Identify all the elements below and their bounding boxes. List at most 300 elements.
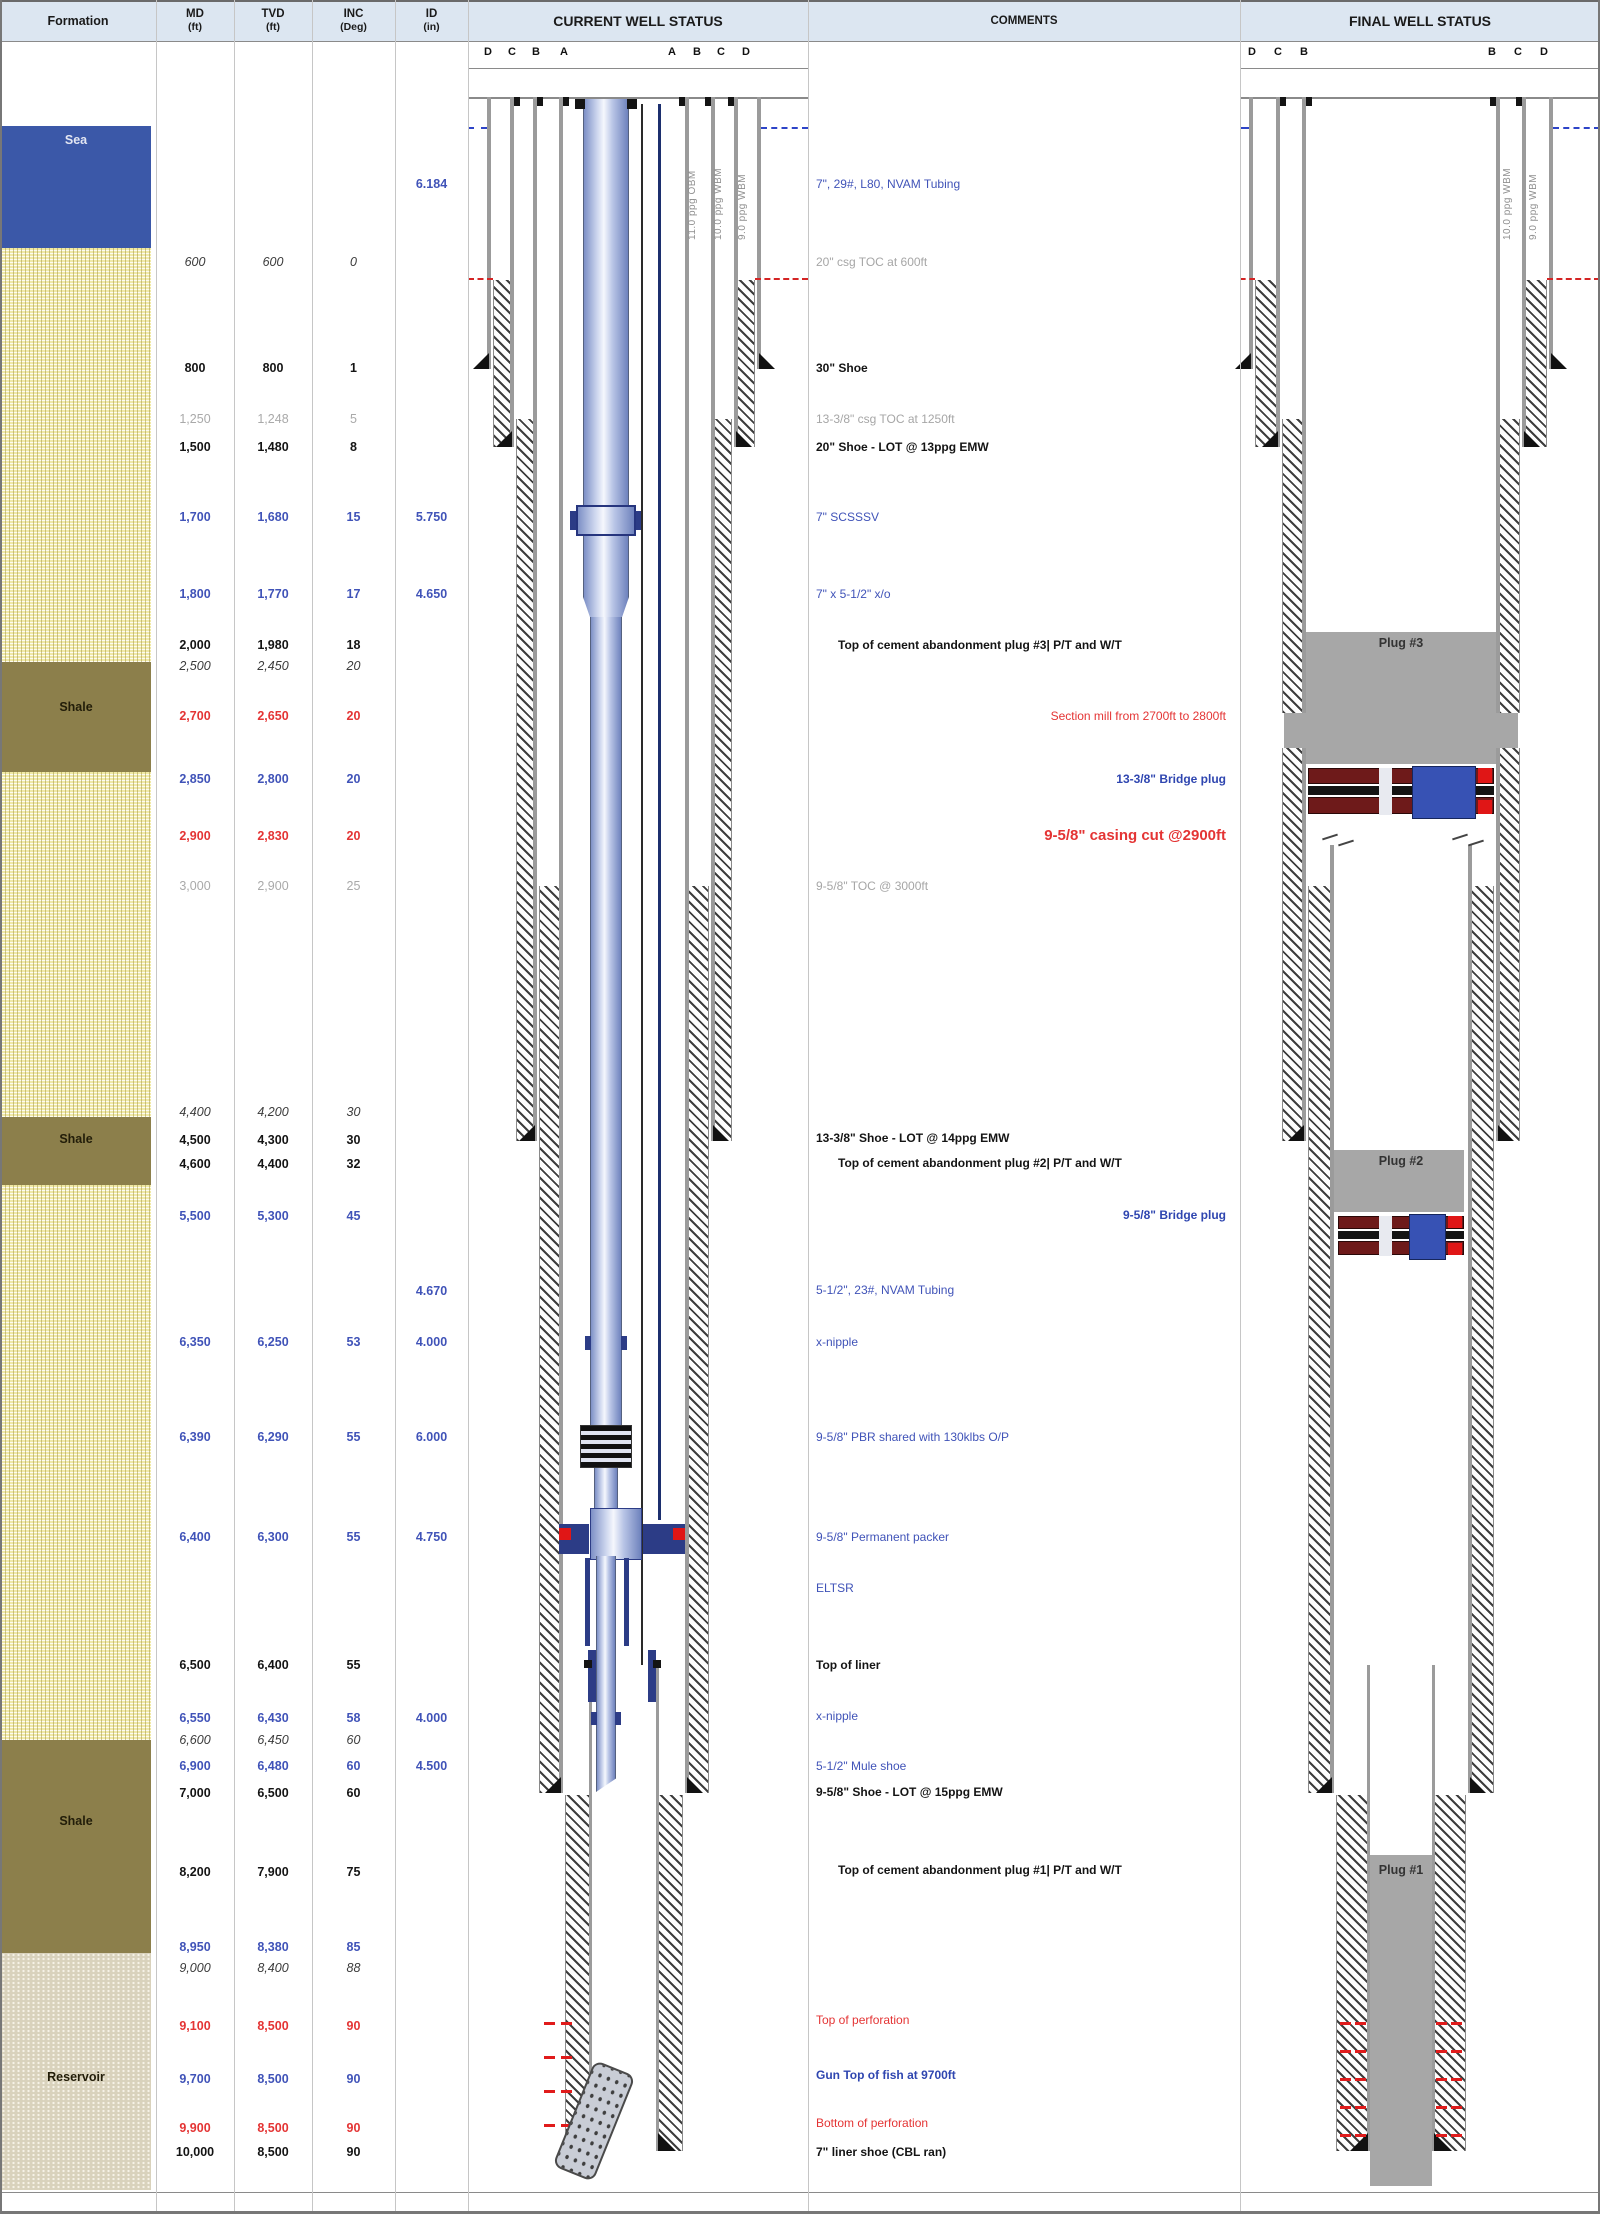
sea-level-line bbox=[761, 127, 808, 129]
tvd-value: 6,400 bbox=[257, 1658, 289, 1672]
perforation-marks bbox=[1355, 2078, 1366, 2081]
cement-plug-3 bbox=[1306, 748, 1496, 764]
perforation-marks bbox=[1340, 2134, 1351, 2137]
annulus-letter-current-right: B bbox=[693, 46, 701, 58]
casing-hanger-tick bbox=[1516, 97, 1522, 106]
casing-13-3-8in-right bbox=[1496, 748, 1500, 1141]
perforation-marks bbox=[544, 2056, 555, 2059]
comment-text: 5-1/2", 23#, NVAM Tubing bbox=[816, 1283, 955, 1297]
x-nipple-mark bbox=[621, 1336, 627, 1350]
comment-text: 20" Shoe - LOT @ 13ppg EMW bbox=[816, 440, 989, 454]
comment-text: 13-3/8" csg TOC at 1250ft bbox=[816, 412, 955, 426]
tvd-value: 8,500 bbox=[257, 2072, 289, 2086]
formation-label: Reservoir bbox=[47, 2070, 105, 2084]
perforation-marks bbox=[1355, 2022, 1366, 2025]
toc-600-line bbox=[468, 278, 493, 280]
inc-value: 17 bbox=[346, 587, 361, 601]
comment-text: 30" Shoe bbox=[816, 361, 868, 375]
md-value: 9,900 bbox=[179, 2121, 211, 2135]
tubing-5-1-2in bbox=[590, 617, 622, 1425]
md-value: 4,500 bbox=[179, 1133, 211, 1147]
tvd-value: 600 bbox=[262, 255, 284, 269]
liner-hanger bbox=[588, 1650, 596, 1702]
casing-13-3-8in-left bbox=[1302, 97, 1306, 713]
annulus-letter-current-right: C bbox=[717, 46, 725, 58]
inc-value: 90 bbox=[346, 2019, 361, 2033]
comment-text: Top of liner bbox=[816, 1658, 881, 1672]
final-well-status-title: FINAL WELL STATUS bbox=[1348, 12, 1492, 29]
casing-cut-break bbox=[1452, 834, 1468, 841]
md-value: 6,390 bbox=[179, 1430, 211, 1444]
mud-weight-label: 10.0 ppg WBM bbox=[713, 167, 724, 240]
tvd-value: 6,500 bbox=[257, 1786, 289, 1800]
md-value: 6,550 bbox=[179, 1711, 211, 1725]
bridge-plug-blue bbox=[1412, 766, 1476, 819]
md-value: 6,600 bbox=[179, 1733, 211, 1747]
cement-plug-3-milled bbox=[1284, 713, 1518, 748]
perforation-marks bbox=[1436, 2022, 1447, 2025]
comment-text: 9-5/8" Shoe - LOT @ 15ppg EMW bbox=[816, 1785, 1003, 1799]
annulus-letter-current-right: A bbox=[668, 46, 676, 58]
mud-weight-label: 11.0 ppg OBM bbox=[687, 170, 698, 240]
perforation-marks bbox=[1355, 2106, 1366, 2109]
inc-value: 90 bbox=[346, 2145, 361, 2159]
formation-header-label: Formation bbox=[47, 13, 109, 28]
sea-level-line bbox=[468, 127, 487, 129]
perforation-marks bbox=[1355, 2050, 1366, 2053]
liner-top-tick bbox=[653, 1660, 661, 1668]
md-value: 2,900 bbox=[179, 829, 211, 843]
id-value: 4.750 bbox=[415, 1530, 448, 1544]
comment-text: 9-5/8" Bridge plug bbox=[1122, 1208, 1226, 1222]
tail-pipe bbox=[596, 1556, 616, 1762]
column-header-tvd bbox=[234, 0, 312, 42]
bridge-plug-slot bbox=[1379, 1216, 1392, 1256]
md-value: 8,200 bbox=[179, 1865, 211, 1879]
tvd-value: 4,300 bbox=[257, 1133, 289, 1147]
formation-label: Sea bbox=[64, 133, 88, 147]
perforation-marks bbox=[1355, 2134, 1366, 2137]
perforation-marks bbox=[1436, 2078, 1447, 2081]
cement-hatch bbox=[1470, 886, 1494, 1793]
cement-hatch bbox=[1282, 419, 1304, 713]
tvd-value: 8,400 bbox=[257, 1961, 289, 1975]
column-separator bbox=[1240, 0, 1241, 2214]
comment-text: Top of cement abandonment plug #2| P/T and W/T bbox=[838, 1156, 1122, 1170]
md-value: 5,500 bbox=[179, 1209, 211, 1223]
comment-text: Top of cement abandonment plug #3| P/T and W/T bbox=[838, 638, 1122, 652]
casing-hanger-tick bbox=[537, 97, 543, 106]
id-value: 5.750 bbox=[415, 510, 448, 524]
tvd-value: 6,450 bbox=[257, 1733, 289, 1747]
casing-20in-left bbox=[510, 97, 514, 447]
md-value: 6,400 bbox=[179, 1530, 211, 1544]
tvd-value: 4,200 bbox=[257, 1105, 289, 1119]
annulus-letter-final-right: D bbox=[1540, 46, 1548, 58]
perforation-marks bbox=[1451, 2106, 1462, 2109]
conductor-30in-right bbox=[757, 97, 761, 369]
tvd-value: 2,650 bbox=[257, 709, 289, 723]
md-value: 2,500 bbox=[179, 659, 211, 673]
cement-hatch bbox=[1434, 1795, 1466, 2151]
tvd-header-unit: (ft) bbox=[266, 21, 280, 33]
annulus-letter-final-left: C bbox=[1274, 46, 1282, 58]
mud-weight-label: 9.0 ppg WBM bbox=[737, 173, 748, 240]
column-header-id bbox=[395, 0, 468, 42]
table-bottom-line bbox=[0, 2192, 1600, 2193]
perforation-marks bbox=[561, 2090, 572, 2093]
inc-value: 20 bbox=[346, 772, 361, 786]
comments-title: COMMENTS bbox=[990, 14, 1058, 27]
perforation-marks bbox=[1451, 2022, 1462, 2025]
tvd-value: 5,300 bbox=[257, 1209, 289, 1223]
annulus-letter-current-left: A bbox=[560, 46, 568, 58]
inc-value: 55 bbox=[346, 1430, 361, 1444]
crossover-7x5-half bbox=[583, 597, 629, 617]
id-value: 4.500 bbox=[415, 1759, 448, 1773]
conductor-30in-right bbox=[1549, 97, 1553, 369]
inc-value: 25 bbox=[346, 879, 361, 893]
md-value: 2,700 bbox=[179, 709, 211, 723]
cement-hatch bbox=[713, 419, 732, 1141]
conductor-30in-left bbox=[1249, 97, 1253, 369]
md-value: 800 bbox=[184, 361, 206, 375]
md-value: 7,000 bbox=[179, 1786, 211, 1800]
comment-text: 7" liner shoe (CBL ran) bbox=[816, 2145, 947, 2159]
comment-text: 5-1/2" Mule shoe bbox=[816, 1759, 907, 1773]
conductor-30in-left bbox=[487, 97, 491, 369]
tubing-hanger bbox=[575, 99, 585, 109]
perforation-marks bbox=[1451, 2078, 1462, 2081]
inc-value: 45 bbox=[346, 1209, 361, 1223]
casing-cut-break bbox=[1322, 834, 1338, 841]
column-header-final-well-status bbox=[1240, 0, 1600, 42]
toc-600-line bbox=[1240, 278, 1255, 280]
inc-value: 30 bbox=[346, 1105, 361, 1119]
casing-20in-right bbox=[1522, 97, 1526, 447]
md-value: 6,900 bbox=[179, 1759, 211, 1773]
bridge-plug-slot bbox=[1379, 768, 1392, 815]
comment-text: x-nipple bbox=[816, 1335, 859, 1349]
annulus-letter-final-left: B bbox=[1300, 46, 1308, 58]
cement-hatch bbox=[1498, 419, 1520, 713]
comment-text: 7" SCSSSV bbox=[816, 510, 879, 524]
casing-9-5-8in-right bbox=[1468, 845, 1472, 1793]
annulus-letter-current-right: D bbox=[742, 46, 750, 58]
mud-weight-label: 10.0 ppg WBM bbox=[1502, 167, 1513, 240]
casing-13-3-8in-right bbox=[711, 97, 715, 1141]
liner-7in-right bbox=[656, 1665, 659, 2151]
formation-band-sand bbox=[1, 248, 151, 662]
md-value: 6,500 bbox=[179, 1658, 211, 1672]
perforation-marks bbox=[1436, 2050, 1447, 2053]
md-value: 4,400 bbox=[179, 1105, 211, 1119]
current-well-status-title: CURRENT WELL STATUS bbox=[553, 12, 723, 29]
tvd-value: 2,830 bbox=[257, 829, 289, 843]
tvd-value: 4,400 bbox=[257, 1157, 289, 1171]
annulus-letter-current-left: D bbox=[484, 46, 492, 58]
tvd-value: 2,900 bbox=[257, 879, 289, 893]
casing-13-3-8in-left bbox=[533, 97, 537, 1141]
comment-text: Gun Top of fish at 9700ft bbox=[816, 2068, 956, 2082]
formation-label: Shale bbox=[59, 1132, 93, 1146]
md-value: 9,100 bbox=[179, 2019, 211, 2033]
formation-band-sand bbox=[1, 772, 151, 1117]
md-value: 3,000 bbox=[179, 879, 211, 893]
cement-hatch bbox=[1308, 886, 1332, 1793]
tvd-value: 8,500 bbox=[257, 2019, 289, 2033]
inc-header-label: INC bbox=[343, 8, 364, 20]
annulus-letter-current-left: C bbox=[508, 46, 516, 58]
tvd-value: 6,290 bbox=[257, 1430, 289, 1444]
perforation-marks bbox=[544, 2090, 555, 2093]
inc-value: 20 bbox=[346, 829, 361, 843]
casing-hanger-tick bbox=[1490, 97, 1496, 106]
comment-text: x-nipple bbox=[816, 1709, 859, 1723]
comment-text: Section mill from 2700ft to 2800ft bbox=[1050, 709, 1226, 723]
toc-600-line bbox=[755, 278, 808, 280]
column-header-md bbox=[156, 0, 234, 42]
md-value: 1,700 bbox=[179, 510, 211, 524]
comment-text: Top of perforation bbox=[816, 2013, 910, 2027]
column-separator bbox=[468, 0, 469, 2214]
plug-label: Plug #1 bbox=[1378, 1863, 1424, 1877]
casing-shoe-icon bbox=[1551, 353, 1567, 369]
formation-label: Shale bbox=[59, 700, 93, 714]
inc-value: 30 bbox=[346, 1133, 361, 1147]
comment-text: Top of cement abandonment plug #1| P/T and W/T bbox=[838, 1863, 1122, 1877]
md-header-label: MD bbox=[186, 8, 204, 20]
column-header-inc bbox=[312, 0, 395, 42]
perforation-marks bbox=[1340, 2106, 1351, 2109]
inc-value: 53 bbox=[346, 1335, 361, 1349]
perforation-marks bbox=[561, 2022, 572, 2025]
md-value: 10,000 bbox=[175, 2145, 215, 2159]
tvd-value: 6,250 bbox=[257, 1335, 289, 1349]
casing-13-3-8in-right bbox=[1496, 97, 1500, 713]
packer-mandrel bbox=[590, 1508, 642, 1560]
md-value: 600 bbox=[184, 255, 206, 269]
column-separator bbox=[395, 0, 396, 2214]
casing-hanger-tick bbox=[1280, 97, 1286, 106]
sea-level-line bbox=[1240, 127, 1249, 129]
perforation-marks bbox=[1340, 2022, 1351, 2025]
casing-13-3-8in-left bbox=[1302, 748, 1306, 1141]
cement-plug-1 bbox=[1370, 1855, 1432, 2186]
comment-text: 7" x 5-1/2" x/o bbox=[816, 587, 891, 601]
control-line-2 bbox=[641, 104, 643, 1665]
tvd-value: 1,770 bbox=[257, 587, 289, 601]
wellhead-line bbox=[468, 68, 808, 69]
inc-value: 88 bbox=[346, 1961, 361, 1975]
casing-9-5-8in-left bbox=[1330, 845, 1334, 1793]
id-value: 4.000 bbox=[415, 1711, 448, 1725]
md-value: 1,500 bbox=[179, 440, 211, 454]
tvd-value: 1,248 bbox=[257, 412, 289, 426]
inc-value: 20 bbox=[346, 659, 361, 673]
mud-weight-label: 9.0 ppg WBM bbox=[1528, 173, 1539, 240]
bridge-plug-red-dog bbox=[1448, 1216, 1462, 1228]
tubing-hanger bbox=[627, 99, 637, 109]
tvd-value: 8,380 bbox=[257, 1940, 289, 1954]
tvd-value: 1,980 bbox=[257, 638, 289, 652]
plug-label: Plug #3 bbox=[1378, 636, 1424, 650]
inc-value: 32 bbox=[346, 1157, 361, 1171]
comment-text: 9-5/8" PBR shared with 130klbs O/P bbox=[816, 1430, 1010, 1444]
plug-label: Plug #2 bbox=[1378, 1154, 1424, 1168]
inc-value: 55 bbox=[346, 1530, 361, 1544]
annulus-letter-final-left: D bbox=[1248, 46, 1256, 58]
inc-value: 90 bbox=[346, 2072, 361, 2086]
bridge-plug-red-dog bbox=[1448, 1243, 1462, 1255]
inc-value: 20 bbox=[346, 709, 361, 723]
tvd-value: 2,450 bbox=[257, 659, 289, 673]
column-header-comments bbox=[808, 0, 1240, 42]
bridge-plug-blue bbox=[1409, 1214, 1446, 1260]
inc-value: 55 bbox=[346, 1658, 361, 1672]
inc-value: 60 bbox=[346, 1759, 361, 1773]
casing-hanger-tick bbox=[563, 97, 569, 106]
casing-hanger-tick bbox=[705, 97, 711, 106]
cement-hatch bbox=[736, 280, 755, 447]
perforation-marks bbox=[1340, 2078, 1351, 2081]
mule-shoe bbox=[596, 1762, 616, 1792]
perforation-marks bbox=[1436, 2106, 1447, 2109]
cement-hatch bbox=[1524, 280, 1547, 447]
casing-hanger-tick bbox=[679, 97, 685, 106]
id-value: 4.670 bbox=[415, 1284, 448, 1298]
tvd-value: 8,500 bbox=[257, 2145, 289, 2159]
formation-label: Shale bbox=[59, 1814, 93, 1828]
md-value: 1,800 bbox=[179, 587, 211, 601]
scsssv bbox=[576, 505, 636, 536]
tvd-value: 6,300 bbox=[257, 1530, 289, 1544]
annulus-letter-final-right: C bbox=[1514, 46, 1522, 58]
cement-hatch bbox=[539, 886, 561, 1793]
id-header-label: ID bbox=[425, 8, 438, 20]
inc-value: 1 bbox=[350, 361, 357, 375]
md-value: 2,850 bbox=[179, 772, 211, 786]
formation-band-Shale bbox=[1, 1117, 151, 1185]
md-value: 9,700 bbox=[179, 2072, 211, 2086]
tvd-value: 800 bbox=[262, 361, 284, 375]
packer-element-red bbox=[673, 1528, 685, 1540]
casing-cut-break bbox=[1338, 840, 1354, 847]
perforation-marks bbox=[1451, 2050, 1462, 2053]
eltsr-bar bbox=[585, 1558, 590, 1646]
comment-text: 7", 29#, L80, NVAM Tubing bbox=[816, 177, 961, 191]
inc-value: 15 bbox=[346, 510, 361, 524]
tvd-value: 6,430 bbox=[257, 1711, 289, 1725]
casing-shoe-icon bbox=[473, 353, 489, 369]
casing-20in-left bbox=[1276, 97, 1280, 447]
tvd-value: 1,480 bbox=[257, 440, 289, 454]
comment-text: ELTSR bbox=[816, 1581, 854, 1595]
tvd-value: 6,480 bbox=[257, 1759, 289, 1773]
id-value: 6.000 bbox=[415, 1430, 448, 1444]
rig-floor-line bbox=[1240, 97, 1600, 99]
inc-value: 60 bbox=[346, 1733, 361, 1747]
md-value: 2,000 bbox=[179, 638, 211, 652]
comment-text: 9-5/8" TOC @ 3000ft bbox=[816, 879, 929, 893]
formation-band-Shale bbox=[1, 1740, 151, 1953]
md-value: 6,350 bbox=[179, 1335, 211, 1349]
perforation-marks bbox=[561, 2056, 572, 2059]
sea-level-line bbox=[1553, 127, 1600, 129]
perforation-marks bbox=[1340, 2050, 1351, 2053]
toc-600-line bbox=[1547, 278, 1600, 280]
inc-value: 5 bbox=[350, 412, 357, 426]
cement-hatch bbox=[1498, 748, 1520, 1141]
casing-hanger-tick bbox=[514, 97, 520, 106]
column-separator bbox=[808, 0, 809, 2214]
inc-value: 90 bbox=[346, 2121, 361, 2135]
md-value: 4,600 bbox=[179, 1157, 211, 1171]
comment-text: 13-3/8" Shoe - LOT @ 14ppg EMW bbox=[816, 1131, 1010, 1145]
casing-hanger-tick bbox=[1306, 97, 1312, 106]
inc-value: 60 bbox=[346, 1786, 361, 1800]
cement-hatch bbox=[1255, 280, 1278, 447]
perforation-marks bbox=[544, 2022, 555, 2025]
x-nipple-mark bbox=[591, 1712, 597, 1725]
tvd-value: 8,500 bbox=[257, 2121, 289, 2135]
cement-hatch bbox=[658, 1795, 683, 2151]
tvd-value: 2,800 bbox=[257, 772, 289, 786]
casing-hanger-tick bbox=[728, 97, 734, 106]
liner-7in-right bbox=[1432, 1665, 1435, 2151]
annulus-letter-current-left: B bbox=[532, 46, 540, 58]
id-header-unit: (in) bbox=[423, 21, 440, 33]
formation-band-sand bbox=[1, 1185, 151, 1740]
wellhead-line bbox=[1240, 68, 1600, 69]
liner-top-tick bbox=[584, 1660, 592, 1668]
md-value: 8,950 bbox=[179, 1940, 211, 1954]
comment-text: 13-3/8" Bridge plug bbox=[1116, 772, 1226, 786]
id-value: 6.184 bbox=[415, 177, 448, 191]
casing-shoe-icon bbox=[759, 353, 775, 369]
table-edge-left bbox=[0, 0, 2, 2214]
perforation-marks bbox=[1436, 2134, 1447, 2137]
perforation-marks bbox=[544, 2124, 555, 2127]
tvd-value: 1,680 bbox=[257, 510, 289, 524]
inc-value: 18 bbox=[346, 638, 361, 652]
inc-value: 0 bbox=[350, 255, 357, 269]
inc-value: 85 bbox=[346, 1940, 361, 1954]
eltsr-bar bbox=[624, 1558, 629, 1646]
annulus-letter-final-right: B bbox=[1488, 46, 1496, 58]
inc-header-unit: (Deg) bbox=[340, 21, 367, 33]
cement-hatch bbox=[687, 886, 709, 1793]
comment-text: 9-5/8" casing cut @2900ft bbox=[1044, 827, 1226, 844]
id-value: 4.650 bbox=[415, 587, 448, 601]
md-header-unit: (ft) bbox=[188, 21, 202, 33]
id-value: 4.000 bbox=[415, 1335, 448, 1349]
x-nipple-mark bbox=[615, 1712, 621, 1725]
tvd-value: 7,900 bbox=[257, 1865, 289, 1879]
cement-hatch bbox=[1282, 748, 1304, 1141]
packer-element-red bbox=[559, 1528, 571, 1540]
comment-text: Bottom of perforation bbox=[816, 2116, 929, 2130]
casing-9-5-8in-right bbox=[685, 97, 689, 1793]
perforation-marks bbox=[1451, 2134, 1462, 2137]
cement-hatch bbox=[1336, 1795, 1368, 2151]
bridge-plug-red-dog bbox=[1478, 768, 1492, 783]
comment-text: 9-5/8" Permanent packer bbox=[816, 1530, 949, 1544]
md-value: 1,250 bbox=[179, 412, 211, 426]
x-nipple-mark bbox=[585, 1336, 591, 1350]
md-value: 9,000 bbox=[179, 1961, 211, 1975]
tvd-header-label: TVD bbox=[261, 8, 285, 20]
